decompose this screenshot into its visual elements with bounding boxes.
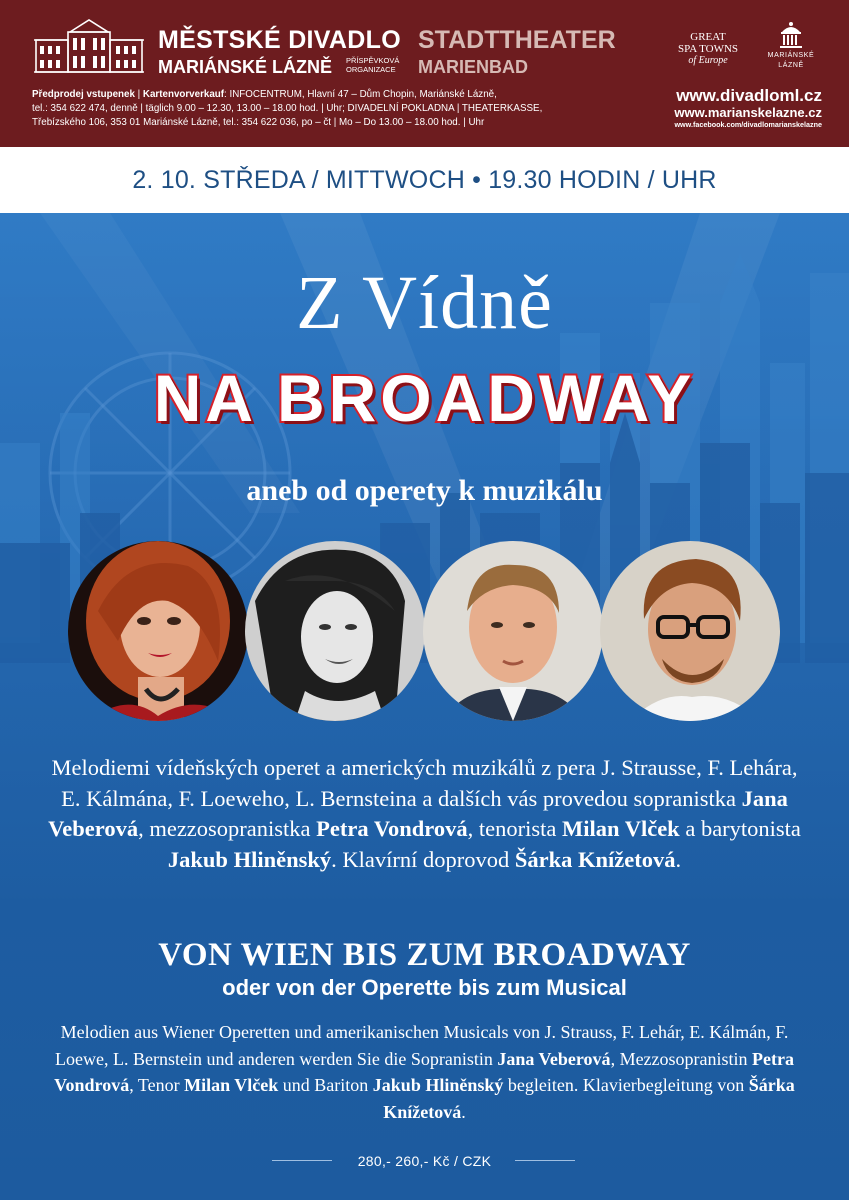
portrait-soprano [68, 541, 248, 721]
subtitle-operetta-musical: aneb od operety k muzikálu [246, 474, 603, 507]
theatre-org-type [346, 56, 406, 74]
presale-label-de: Kartenvorverkauf [142, 89, 225, 100]
title-de: VON WIEN BIS ZUM BROADWAY [158, 937, 691, 973]
cz-text-6: . [675, 846, 682, 872]
gst-line-2: SPA TOWNS [677, 43, 739, 55]
theatre-city: MARIÁNSKÉ LÁZNĚ [158, 57, 332, 77]
de-text-5: begleiten. Klavierbegleitung von [503, 1075, 749, 1095]
description-de [50, 1019, 799, 1125]
main-section [0, 213, 849, 1200]
cz-text-3: , tenorista [467, 816, 562, 841]
title-na-broadway: NA BROADWAY [153, 361, 696, 435]
theatre-name: MĚSTSKÉ DIVADLO [158, 26, 401, 54]
cz-name-soprano: Jana Veberová [48, 785, 788, 841]
web-link-marianskelazne[interactable]: www.marianskelazne.cz [674, 105, 822, 120]
presale-info [32, 88, 632, 130]
de-name-baritone: Jakub Hliněnský [372, 1075, 504, 1095]
web-links [640, 86, 822, 130]
cz-text-4: a barytonista [679, 816, 801, 841]
presale-label: Předprodej vstupenek [32, 89, 135, 100]
colonnade-icon [776, 20, 806, 50]
theatre-name-de: STADTTHEATER [418, 26, 616, 54]
portrait-mezzosoprano [245, 541, 425, 721]
presale-line-2: tel.: 354 622 474, denně | täglich 9.00 – 12.30, 13.00 – 18.00 hod. | Uhr; DIVADELNÍ POKLADNA | THEATERKASSE, [32, 103, 543, 114]
theatre-city-de: MARIENBAD [418, 57, 528, 77]
portrait-tenor [423, 541, 603, 721]
presale-text: : INFOCENTRUM, Hlavní 47 – Dům Chopin, Mariánské Lázně, [224, 89, 497, 100]
de-name-tenor: Milan Vlček [184, 1075, 279, 1095]
de-text-4: und Bariton [278, 1075, 373, 1095]
title-from-vienna: Z Vídně [296, 261, 553, 345]
de-text-6: . [461, 1101, 466, 1122]
presale-line-3: Třebízského 106, 353 01 Mariánské Lázně, tel.: 354 622 036, po – čt | Mo – Do 13.00 – 18.00 hod. | Uhr [32, 117, 485, 128]
header [0, 0, 849, 147]
cz-name-tenor: Milan Vlček [561, 816, 680, 841]
web-link-facebook[interactable]: www.facebook.com/divadlomarianskelazne [674, 120, 822, 129]
de-text-2: , Mezzosopranistin [610, 1048, 753, 1069]
de-text-1: Melodien aus Wiener Operetten und amerikanischen Musicals von J. Strauss, F. Lehár, E. Kálmán, F. Loewe, L. Bernstein und anderen werden Sie die Sopranistin [54, 1022, 789, 1069]
presale-line-1: Předprodej vstupenek | Kartenvorverkauf: INFOCENTRUM, Hlavní 47 – Dům Chopin, Mariánské Lázně, [32, 89, 497, 100]
cz-text-2: , mezzosopranistka [138, 816, 317, 841]
marianske-lazne-logo [762, 20, 820, 70]
price-row [0, 1149, 849, 1173]
web-link-divadloml[interactable]: www.divadloml.cz [676, 86, 822, 105]
subtitle-de: oder von der Operette bis zum Musical [222, 975, 627, 1000]
ml-line-1: MARIÁNSKÉ [767, 52, 815, 59]
cz-text-5: . Klavírní doprovod [331, 846, 515, 872]
portrait-baritone [600, 541, 780, 721]
de-name-mezzo: Petra Vondrová [54, 1048, 794, 1095]
ml-line-2: LÁZNĚ [778, 62, 804, 69]
description-cz [40, 753, 809, 875]
org-line-1: PŘÍSPĚVKOVÁ [346, 56, 400, 65]
gst-line-3: of Europe [688, 55, 728, 66]
price-divider-right [515, 1160, 575, 1161]
ticket-price: 280,- 260,- Kč / CZK [357, 1153, 492, 1169]
theatre-building-logo [32, 16, 146, 76]
cz-text-1: Melodiemi vídeňských operet a amerických muzikálů z pera J. Strausse, F. Lehára, E. Kálmána, F. Loeweho, L. Bernsteina a dalších vás provedou sopranistka [51, 755, 798, 811]
de-name-soprano: Jana Veberová [497, 1048, 611, 1069]
de-text-3: , Tenor [129, 1075, 185, 1095]
org-line-2: ORGANIZACE [346, 65, 396, 74]
great-spa-towns-logo [660, 31, 756, 67]
cz-name-piano: Šárka Knížetová [514, 846, 676, 872]
de-name-piano: Šárka Knížetová [383, 1075, 795, 1122]
cz-name-baritone: Jakub Hliněnský [167, 846, 332, 872]
gst-line-1: GREAT [690, 31, 726, 43]
cz-name-mezzo: Petra Vondrová [316, 816, 468, 841]
event-date: 2. 10. STŘEDA / MITTWOCH • 19.30 HODIN / UHR [0, 147, 849, 213]
